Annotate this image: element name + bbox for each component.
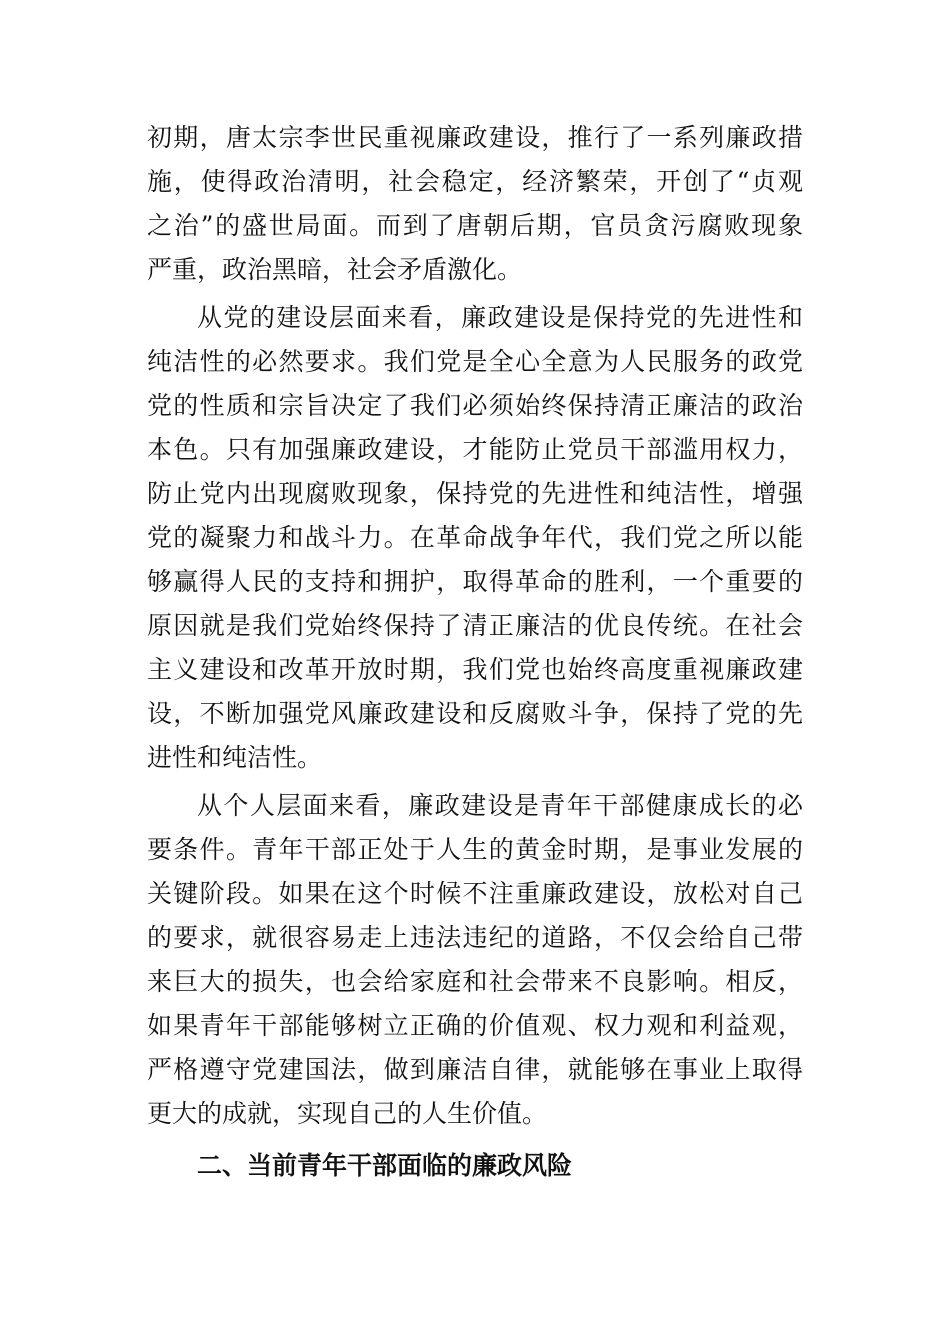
paragraph-1-line-2: 施，使得政治清明，社会稳定，经济繁荣，开创了“贞观 — [147, 167, 803, 196]
paragraph-2-line-9: 主义建设和改革开放时期，我们党也始终高度重视廉政建 — [147, 655, 803, 684]
paragraph-3-line-6: 如果青年干部能够树立正确的价值观、权力观和利益观， — [147, 1011, 803, 1040]
paragraph-3-line-7: 严格遵守党建国法，做到廉洁自律，就能够在事业上取得 — [147, 1055, 803, 1084]
paragraph-1-line-3: 之治”的盛世局面。而到了唐朝后期，官员贪污腐败现象 — [147, 211, 803, 240]
paragraph-2-line-3: 党的性质和宗旨决定了我们必须始终保持清正廉洁的政治 — [147, 391, 803, 420]
paragraph-2-line-6: 党的凝聚力和战斗力。在革命战争年代，我们党之所以能 — [147, 523, 803, 552]
paragraph-3-line-5: 来巨大的损失，也会给家庭和社会带来不良影响。相反， — [147, 967, 803, 996]
paragraph-1-line-4: 严重，政治黑暗，社会矛盾激化。 — [147, 255, 523, 284]
paragraph-2-line-11: 进性和纯洁性。 — [147, 743, 323, 772]
paragraph-3-line-4: 的要求，就很容易走上违法违纪的道路，不仅会给自己带 — [147, 923, 803, 952]
paragraph-2-line-8: 原因就是我们党始终保持了清正廉洁的优良传统。在社会 — [147, 611, 803, 640]
paragraph-2-line-1: 从党的建设层面来看，廉政建设是保持党的先进性和 — [197, 303, 803, 332]
paragraph-2-line-7: 够赢得人民的支持和拥护，取得革命的胜利，一个重要的 — [147, 567, 803, 596]
paragraph-2-line-4: 本色。只有加强廉政建设，才能防止党员干部滥用权力， — [147, 435, 803, 464]
paragraph-3-line-2: 要条件。青年干部正处于人生的黄金时期，是事业发展的 — [147, 835, 803, 864]
paragraph-3-line-3: 关键阶段。如果在这个时候不注重廉政建设，放松对自己 — [147, 879, 803, 908]
section-heading: 二、当前青年干部面临的廉政风险 — [197, 1151, 573, 1180]
paragraph-1-line-1: 初期，唐太宗李世民重视廉政建设，推行了一系列廉政措 — [147, 123, 803, 152]
paragraph-2-line-2: 纯洁性的必然要求。我们党是全心全意为人民服务的政党 — [147, 347, 803, 376]
paragraph-2-line-5: 防止党内出现腐败现象，保持党的先进性和纯洁性，增强 — [147, 479, 803, 508]
paragraph-3-line-1: 从个人层面来看，廉政建设是青年干部健康成长的必 — [197, 791, 803, 820]
paragraph-3-line-8: 更大的成就，实现自己的人生价值。 — [147, 1099, 548, 1128]
paragraph-2-line-10: 设，不断加强党风廉政建设和反腐败斗争，保持了党的先 — [147, 699, 803, 728]
